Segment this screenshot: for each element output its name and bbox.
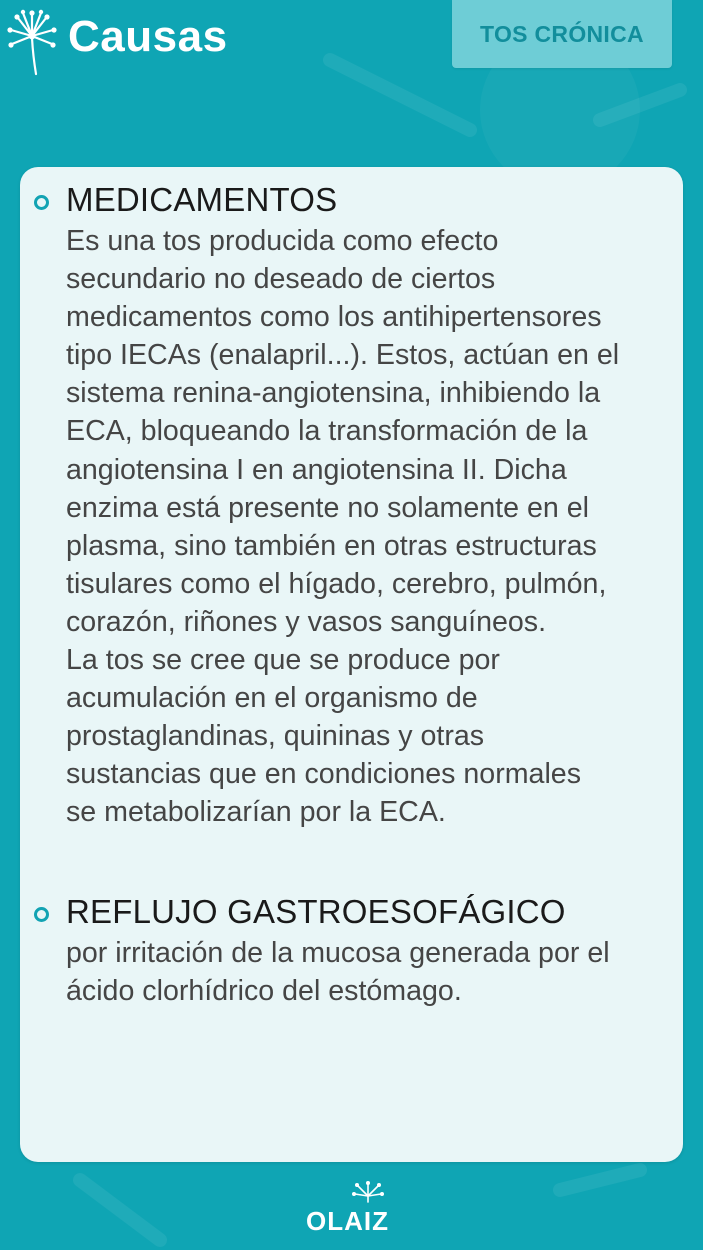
bullet-icon — [34, 907, 49, 922]
section-title: REFLUJO GASTROESOFÁGICO — [66, 893, 566, 930]
body-line: medicamentos como los antihipertensores — [66, 301, 602, 334]
body-line: ácido clorhídrico del estómago. — [66, 975, 462, 1008]
body-line: plasma, sino también en otras estructuras — [66, 529, 597, 562]
body-line: tipo IECAs (enalapril...). Estos, actúan en el — [66, 339, 620, 372]
section-body — [66, 222, 681, 832]
bullet-icon — [34, 195, 49, 210]
body-line: tisulares como el hígado, cerebro, pulmón, — [66, 567, 607, 600]
body-line: La tos se cree que se produce por — [66, 644, 500, 677]
olaiz-logo — [306, 1180, 398, 1236]
body-line: secundario no deseado de ciertos — [66, 263, 496, 296]
content-card — [20, 167, 683, 1162]
page-title: Causas — [68, 12, 228, 61]
tos-cronica-button[interactable]: TOS CRÓNICA — [452, 0, 672, 68]
logo-text: OLAIZ — [306, 1206, 389, 1236]
body-line: acumulación en el organismo de — [66, 682, 478, 715]
body-line: ECA, bloqueando la transformación de la — [66, 415, 588, 448]
body-line: enzima está presente no solamente en el — [66, 491, 589, 524]
body-line: sustancias que en condiciones normales — [66, 758, 581, 791]
body-line: Es una tos producida como efecto — [66, 225, 499, 257]
body-line: prostaglandinas, quininas y otras — [66, 720, 485, 753]
body-line: angiotensina I en angiotensina II. Dicha — [66, 453, 567, 486]
body-line: corazón, riñones y vasos sanguíneos. — [66, 605, 547, 638]
body-line: por irritación de la mucosa generada por el — [66, 937, 610, 969]
body-line: sistema renina-angiotensina, inhibiendo la — [66, 377, 601, 410]
section-title: MEDICAMENTOS — [66, 181, 338, 218]
dandelion-icon — [6, 8, 58, 76]
section-body — [66, 934, 681, 1010]
body-line: se metabolizarían por la ECA. — [66, 796, 446, 829]
